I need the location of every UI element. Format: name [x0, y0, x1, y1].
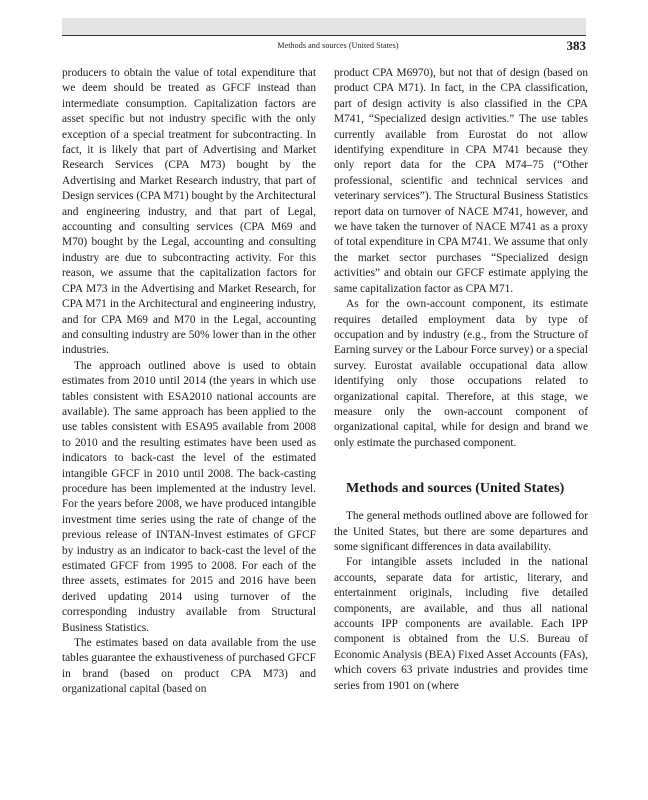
section-heading: Methods and sources (United States)	[346, 481, 565, 497]
header-rule	[62, 35, 586, 36]
right-paragraph-2: As for the own-account component, its estimate requires detailed employment data by type of occupation and by industry (e.g., from the Structure of Earning survey or the Labour Force survey) or a special survey. Eurostat available occupational data allow identifying only those occupations related to organizational capital. Therefore, at this stage, we measure only the own-account component of organizational capital, while for design and brand we only estimate the purchased component.	[334, 298, 588, 449]
right-paragraph-4: For intangible assets included in the national accounts, separate data for artistic, literary, and entertainment originals, including five detailed components, are available, and thus all national accounts IPP components are available. Each IPP component is obtained from the U.S. Bureau of Economic Analysis (BEA) Fixed Asset Accounts (FAs), which covers 63 private industries and provides time series from 1901 on (where	[334, 556, 588, 692]
running-title: Methods and sources (United States)	[277, 41, 399, 50]
left-column	[62, 66, 316, 698]
page-number: 383	[566, 38, 586, 53]
left-paragraph-3: The estimates based on data available from the use tables guarantee the exhaustiveness of purchased GFCF in brand (based on product CPA M73) and organizational capital (based on	[62, 637, 316, 696]
left-paragraph-1: producers to obtain the value of total expenditure that we deem should be treated as GFCF instead than intermediate consumption. Capitalization factors are asset specific but not industry specific with the only exception of a special treatment for subcontracting. In fact, it is likely that part of Advertising and Market Research Services (CPA M73) bought by the Advertising and Market Research industry, that part of Design services (CPA M71) bought by the Architectural and engineering industry, and that part of Legal, accounting and consulting services (CPA M69 and M70) bought by the Legal, accounting and consulting industry are due to subcontracting activity. For this reason, we assume that the capitalization factors for CPA M73 in the Advertising and Market Research, for CPA M71 in the Architectural and engineering industry, and for CPA M69 and M70 in the Legal, accounting and consulting industry are 50% lower than in the other industries.	[62, 67, 316, 357]
running-head	[0, 38, 648, 54]
right-paragraph-3: The general methods outlined above are followed for the United States, but there are some departures and some significant differences in data availability.	[334, 510, 588, 553]
top-shaded-bar	[62, 18, 586, 35]
right-paragraph-1: product CPA M6970), but not that of design (based on product CPA M71). In fact, in the CPA classification, part of design activity is also classified in the CPA M741, “Specialized design activities.” The use tables currently available from Eurostat do not allow identifying expenditure in CPA M741 because they only report data for the CPA M74–75 (“Other professional, scientific and technical services and veterinary services”). The Structural Business Statistics report data on turnover of NACE M741, however, and we have taken the turnover of NACE M741 as a proxy of total expenditure in CPA M741. We assume that only the market sector purchases “Specialized design activities” and obtain our GFCF estimate applying the same capitalization factor as CPA M71.	[334, 67, 588, 295]
right-column	[334, 66, 588, 694]
left-paragraph-2: The approach outlined above is used to obtain estimates from 2010 until 2014 (the years in which use tables consistent with ESA2010 national accounts are available). The same approach has been applied to the use tables consistent with ESA95 available from 2008 to 2010 and the resulting estimates have been used as indicators to back-cast the level of the estimated intangible GFCF in 2010 until 2008. The back-casting procedure has been implemented at the industry level. For the years before 2008, we have produced intangible investment time series using the rate of change of the previous release of INTAN-Invest estimates of GFCF by industry as an indicator to back-cast the level of the estimated GFCF from 1995 to 2008. For each of the three assets, estimates for 2015 and 2016 have been derived updating 2014 using turnover of the corresponding industry available from Structural Business Statistics.	[62, 359, 316, 634]
